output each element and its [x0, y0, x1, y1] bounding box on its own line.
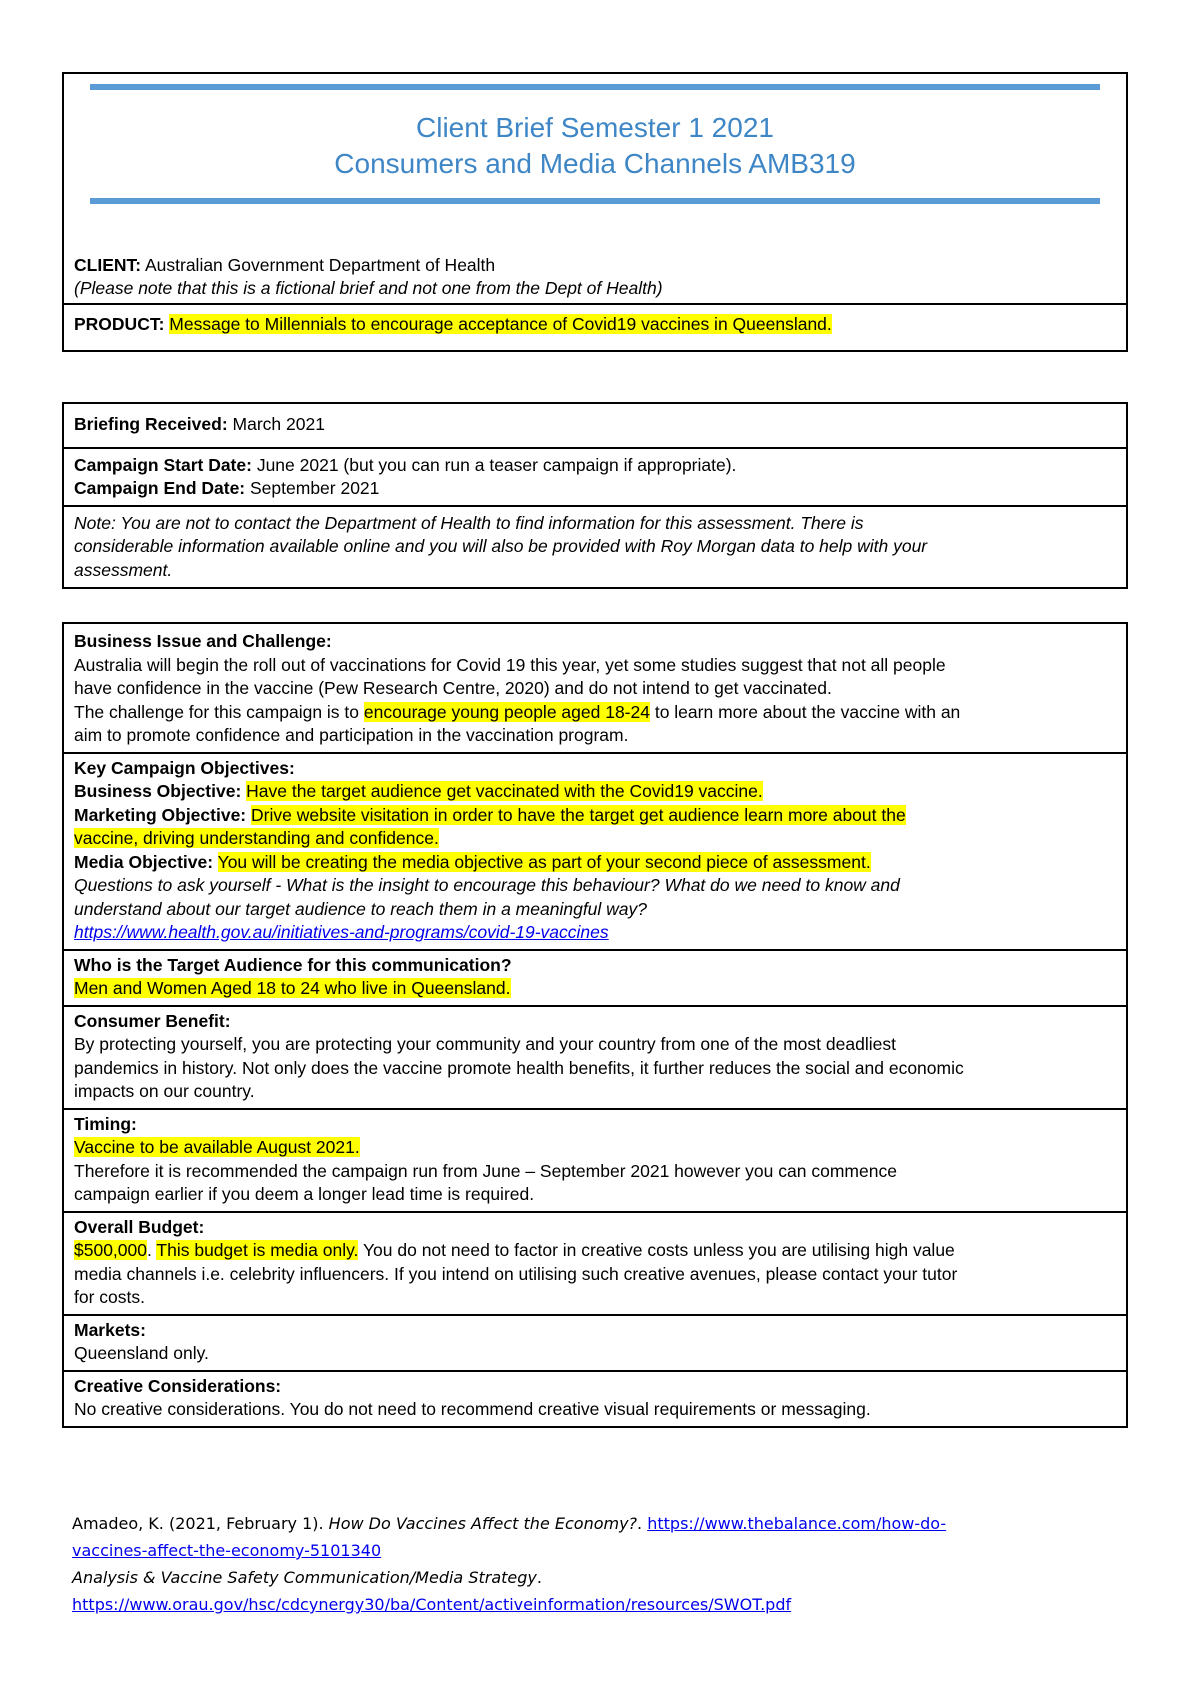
- media-objective-label: Media Objective:: [74, 851, 214, 872]
- audience-value: Men and Women Aged 18 to 24 who live in Queensland.: [74, 978, 511, 998]
- title-rule-top: [90, 84, 1100, 90]
- title-line1: Client Brief Semester 1 2021: [416, 112, 774, 143]
- start-date-value: June 2021 (but you can run a teaser campaign if appropriate).: [251, 454, 737, 475]
- benefit-label: Consumer Benefit:: [74, 1010, 231, 1031]
- benefit-line1: By protecting yourself, you are protecting your community and your country from one of the most deadliest: [74, 1034, 896, 1054]
- budget-row: [64, 1211, 1126, 1314]
- business-objective-label: Business Objective:: [74, 781, 242, 801]
- media-objective-value: You will be creating the media objective as part of your second piece of assessment.: [217, 851, 871, 872]
- product-section: [64, 303, 1126, 344]
- budget-line2: media channels i.e. celebrity influencers. If you intend on utilising such creative avenues, please contact your tutor: [74, 1263, 958, 1284]
- creative-label: Creative Considerations:: [74, 1375, 282, 1396]
- issue-line1: Australia will begin the roll out of vaccinations for Covid 19 this year, yet some studies suggest that not all people: [74, 654, 946, 675]
- title-line2: Consumers and Media Channels AMB319: [334, 148, 856, 179]
- ref1-dot: .: [637, 1514, 648, 1533]
- start-date-label: Campaign Start Date:: [74, 454, 252, 475]
- product-label: PRODUCT:: [74, 314, 165, 334]
- marketing-objective-value-line1: Drive website visitation in order to have the target get audience learn more about the: [251, 804, 906, 825]
- budget-highlight: This budget is media only.: [156, 1240, 359, 1260]
- briefing-value: March 2021: [227, 414, 325, 434]
- issue-line3-pre: The challenge for this campaign is to: [74, 701, 364, 722]
- brief-box: [62, 622, 1128, 1428]
- ref1-link-line2[interactable]: vaccines-affect-the-economy-5101340: [72, 1541, 382, 1560]
- campaign-dates-row: [64, 447, 1126, 505]
- dates-box: [62, 402, 1128, 589]
- issue-label: Business Issue and Challenge:: [74, 631, 332, 651]
- issue-highlight: encourage young people aged 18-24: [363, 701, 650, 722]
- questions-line1: Questions to ask yourself - What is the insight to encourage this behaviour? What do we need to know and: [74, 875, 900, 895]
- questions-line2: understand about our target audience to reach them in a meaningful way?: [74, 898, 648, 919]
- end-date-label: Campaign End Date:: [74, 478, 246, 498]
- budget-line3: for costs.: [74, 1287, 145, 1307]
- references: [72, 1510, 1132, 1618]
- budget-label: Overall Budget:: [74, 1216, 205, 1237]
- end-date-value: September 2021: [245, 478, 380, 498]
- markets-row: [64, 1314, 1126, 1370]
- note-line3: assessment.: [74, 559, 173, 580]
- timing-line3: campaign earlier if you deem a longer lead time is required.: [74, 1184, 535, 1204]
- page-title: [64, 110, 1126, 182]
- ref2-dot: .: [536, 1568, 542, 1587]
- business-objective-value: Have the target audience get vaccinated with the Covid19 vaccine.: [246, 781, 763, 801]
- creative-value: No creative considerations. You do not need to recommend creative visual requirements or messaging.: [74, 1399, 871, 1419]
- benefit-line2: pandemics in history. Not only does the vaccine promote health benefits, it further reduces the social and economic: [74, 1057, 964, 1078]
- note-line1: Note: You are not to contact the Department of Health to find information for this assessment. There is: [74, 512, 864, 533]
- benefit-row: [64, 1005, 1126, 1108]
- health-link[interactable]: https://www.health.gov.au/initiatives-and-programs/covid-19-vaccines: [74, 922, 609, 942]
- briefing-row: [64, 404, 1126, 447]
- marketing-objective-value-line2: vaccine, driving understanding and confidence.: [74, 828, 439, 848]
- ref1-author: Amadeo, K. (2021, February 1).: [72, 1514, 329, 1533]
- ref2-link[interactable]: https://www.orau.gov/hsc/cdcynergy30/ba/Content/activeinformation/resources/SWOT.pdf: [72, 1595, 792, 1614]
- timing-line2: Therefore it is recommended the campaign run from June – September 2021 however you can commence: [74, 1160, 897, 1181]
- ref2-title: Analysis & Vaccine Safety Communication/Media Strategy: [72, 1568, 537, 1587]
- markets-value: Queensland only.: [74, 1343, 209, 1363]
- budget-dot: .: [147, 1240, 157, 1260]
- client-value: Australian Government Department of Health: [141, 255, 496, 275]
- budget-amount: $500,000: [74, 1240, 147, 1260]
- ref1-link-line1[interactable]: https://www.thebalance.com/how-do-: [647, 1514, 947, 1533]
- issue-line4: aim to promote confidence and participation in the vaccination program.: [74, 725, 629, 745]
- title-rule-bottom: [90, 198, 1100, 204]
- issue-row: [64, 624, 1126, 752]
- header-box: [62, 72, 1128, 352]
- client-note: (Please note that this is a fictional brief and not one from the Dept of Health): [74, 278, 663, 298]
- note-row: [64, 505, 1126, 588]
- ref1-title: How Do Vaccines Affect the Economy?: [328, 1514, 638, 1533]
- timing-label: Timing:: [74, 1113, 137, 1134]
- audience-row: [64, 949, 1126, 1005]
- client-label: CLIENT:: [74, 255, 142, 275]
- objectives-row: [64, 752, 1126, 949]
- marketing-objective-label: Marketing Objective:: [74, 804, 247, 825]
- objectives-label: Key Campaign Objectives:: [74, 757, 295, 778]
- markets-label: Markets:: [74, 1319, 146, 1340]
- budget-line1-post: You do not need to factor in creative costs unless you are utilising high value: [358, 1240, 955, 1260]
- client-section: [74, 254, 663, 300]
- issue-line2: have confidence in the vaccine (Pew Research Centre, 2020) and do not intend to get vaccinated.: [74, 678, 832, 698]
- audience-label: Who is the Target Audience for this communication?: [74, 954, 512, 975]
- creative-row: [64, 1370, 1126, 1426]
- benefit-line3: impacts on our country.: [74, 1081, 255, 1101]
- timing-row: [64, 1108, 1126, 1211]
- product-value: Message to Millennials to encourage acceptance of Covid19 vaccines in Queensland.: [169, 314, 832, 334]
- briefing-label: Briefing Received:: [74, 414, 228, 434]
- note-line2: considerable information available online and you will also be provided with Roy Morgan data to help with your: [74, 536, 928, 556]
- issue-line3-post: to learn more about the vaccine with an: [649, 701, 961, 722]
- timing-highlight: Vaccine to be available August 2021.: [74, 1137, 360, 1157]
